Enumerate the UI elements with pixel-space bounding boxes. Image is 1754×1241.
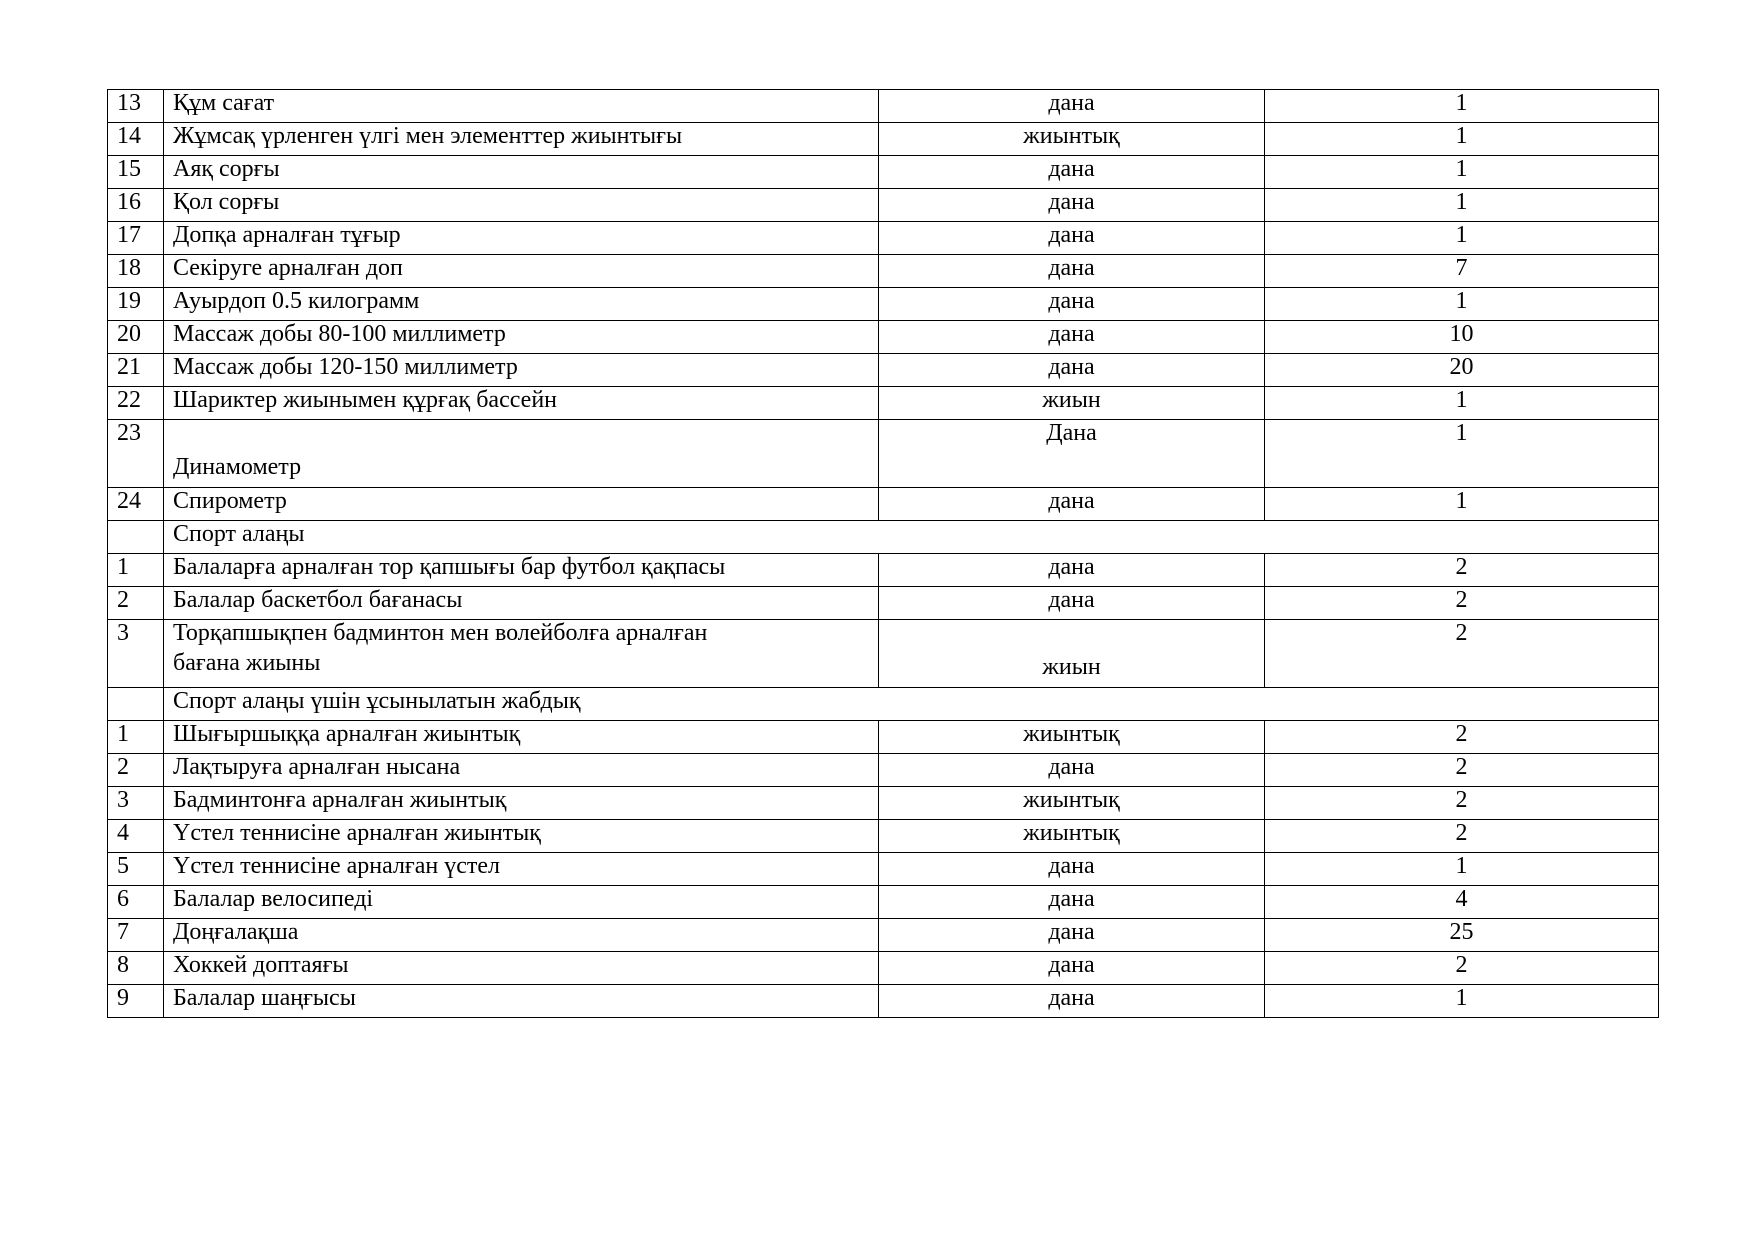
item-name: Хоккей доптаяғы xyxy=(164,952,879,985)
row-number: 2 xyxy=(108,587,164,620)
item-quantity: 2 xyxy=(1265,820,1659,853)
table-row xyxy=(108,488,1659,521)
row-number: 17 xyxy=(108,222,164,255)
table-row xyxy=(108,354,1659,387)
item-name: Жұмсақ үрленген үлгі мен элементтер жиынтығы xyxy=(164,123,879,156)
table-row xyxy=(108,853,1659,886)
item-unit: дана xyxy=(879,952,1265,985)
table-row xyxy=(108,255,1659,288)
item-quantity: 2 xyxy=(1265,721,1659,754)
row-number: 1 xyxy=(108,721,164,754)
row-number: 20 xyxy=(108,321,164,354)
row-number: 7 xyxy=(108,919,164,952)
item-quantity: 1 xyxy=(1265,488,1659,521)
item-name-line-2: бағана жиыны xyxy=(173,650,321,676)
item-name: Лақтыруға арналған нысана xyxy=(164,754,879,787)
item-unit: дана xyxy=(879,985,1265,1018)
item-unit-cell xyxy=(879,620,1265,688)
table-row xyxy=(108,554,1659,587)
item-quantity: 4 xyxy=(1265,886,1659,919)
item-name: Массаж добы 120-150 миллиметр xyxy=(164,354,879,387)
row-number: 18 xyxy=(108,255,164,288)
item-unit: дана xyxy=(879,587,1265,620)
item-unit: дана xyxy=(879,222,1265,255)
item-unit: дана xyxy=(879,554,1265,587)
item-name: Бадминтонға арналған жиынтық xyxy=(164,787,879,820)
item-unit: дана xyxy=(879,321,1265,354)
item-name: Ауырдоп 0.5 килограмм xyxy=(164,288,879,321)
item-unit: жиын xyxy=(1042,654,1101,680)
item-unit: дана xyxy=(879,288,1265,321)
table-row xyxy=(108,985,1659,1018)
item-unit: дана xyxy=(879,853,1265,886)
item-unit: дана xyxy=(879,488,1265,521)
item-name: Секіруге арналған доп xyxy=(164,255,879,288)
item-name: Шариктер жиынымен құрғақ бассейн xyxy=(164,387,879,420)
item-name: Аяқ сорғы xyxy=(164,156,879,189)
row-number: 9 xyxy=(108,985,164,1018)
row-number: 3 xyxy=(108,787,164,820)
row-number: 14 xyxy=(108,123,164,156)
item-quantity: 1 xyxy=(1265,90,1659,123)
item-name-cell xyxy=(164,420,879,488)
table-row xyxy=(108,189,1659,222)
item-name: Үстел теннисіне арналған үстел xyxy=(164,853,879,886)
row-number: 24 xyxy=(108,488,164,521)
row-number: 15 xyxy=(108,156,164,189)
item-name: Допқа арналған тұғыр xyxy=(164,222,879,255)
table-row xyxy=(108,387,1659,420)
item-unit: жиынтық xyxy=(879,123,1265,156)
table-row xyxy=(108,620,1659,688)
item-quantity: 7 xyxy=(1265,255,1659,288)
item-quantity: 2 xyxy=(1265,787,1659,820)
item-unit: жиынтық xyxy=(879,820,1265,853)
row-number: 21 xyxy=(108,354,164,387)
item-name: Құм сағат xyxy=(164,90,879,123)
row-number: 19 xyxy=(108,288,164,321)
table-row xyxy=(108,222,1659,255)
item-unit: Дана xyxy=(879,420,1265,488)
table-row xyxy=(108,321,1659,354)
row-number: 4 xyxy=(108,820,164,853)
item-quantity: 1 xyxy=(1265,420,1659,488)
item-unit: дана xyxy=(879,354,1265,387)
table-row xyxy=(108,886,1659,919)
section-heading-row xyxy=(108,521,1659,554)
section-number-cell xyxy=(108,688,164,721)
item-name: Балалар баскетбол бағанасы xyxy=(164,587,879,620)
item-quantity: 2 xyxy=(1265,554,1659,587)
table-row xyxy=(108,919,1659,952)
row-number: 23 xyxy=(108,420,164,488)
item-unit: жиын xyxy=(879,387,1265,420)
item-unit: дана xyxy=(879,754,1265,787)
table-body xyxy=(108,90,1659,1018)
section-heading-row xyxy=(108,688,1659,721)
section-number-cell xyxy=(108,521,164,554)
item-quantity: 20 xyxy=(1265,354,1659,387)
item-quantity: 2 xyxy=(1265,620,1659,688)
item-name: Балалар велосипеді xyxy=(164,886,879,919)
item-quantity: 2 xyxy=(1265,587,1659,620)
row-number: 8 xyxy=(108,952,164,985)
item-quantity: 1 xyxy=(1265,853,1659,886)
item-unit: дана xyxy=(879,886,1265,919)
section-title: Спорт алаңы үшін ұсынылатын жабдық xyxy=(164,688,1659,721)
table-row xyxy=(108,952,1659,985)
item-quantity: 1 xyxy=(1265,222,1659,255)
table-row xyxy=(108,721,1659,754)
row-number: 6 xyxy=(108,886,164,919)
item-name: Массаж добы 80-100 миллиметр xyxy=(164,321,879,354)
item-quantity: 1 xyxy=(1265,985,1659,1018)
item-name: Спирометр xyxy=(164,488,879,521)
table-row xyxy=(108,820,1659,853)
section-title: Спорт алаңы xyxy=(164,521,1659,554)
item-name: Доңғалақша xyxy=(164,919,879,952)
item-unit: жиынтық xyxy=(879,721,1265,754)
equipment-table xyxy=(107,89,1659,1018)
item-unit: дана xyxy=(879,919,1265,952)
item-quantity: 10 xyxy=(1265,321,1659,354)
item-quantity: 1 xyxy=(1265,387,1659,420)
item-quantity: 1 xyxy=(1265,156,1659,189)
table-row xyxy=(108,787,1659,820)
item-unit: жиынтық xyxy=(879,787,1265,820)
row-number: 16 xyxy=(108,189,164,222)
item-unit: дана xyxy=(879,156,1265,189)
row-number: 1 xyxy=(108,554,164,587)
table-row xyxy=(108,420,1659,488)
row-number: 3 xyxy=(108,620,164,688)
item-name: Балаларға арналған тор қапшығы бар футбол қақпасы xyxy=(164,554,879,587)
item-quantity: 1 xyxy=(1265,189,1659,222)
table-row xyxy=(108,90,1659,123)
item-name: Шығыршыққа арналған жиынтық xyxy=(164,721,879,754)
table-row xyxy=(108,754,1659,787)
item-name: Үстел теннисіне арналған жиынтық xyxy=(164,820,879,853)
item-unit: дана xyxy=(879,189,1265,222)
item-unit: дана xyxy=(879,255,1265,288)
item-quantity: 1 xyxy=(1265,123,1659,156)
item-name: Балалар шаңғысы xyxy=(164,985,879,1018)
table-row xyxy=(108,156,1659,189)
item-quantity: 1 xyxy=(1265,288,1659,321)
table-row xyxy=(108,123,1659,156)
item-quantity: 2 xyxy=(1265,952,1659,985)
row-number: 5 xyxy=(108,853,164,886)
item-name-cell xyxy=(164,620,879,688)
table-row xyxy=(108,587,1659,620)
row-number: 22 xyxy=(108,387,164,420)
item-unit: дана xyxy=(879,90,1265,123)
item-name: Қол сорғы xyxy=(164,189,879,222)
row-number: 2 xyxy=(108,754,164,787)
item-quantity: 2 xyxy=(1265,754,1659,787)
table-row xyxy=(108,288,1659,321)
item-quantity: 25 xyxy=(1265,919,1659,952)
item-name-line-1: Торқапшықпен бадминтон мен волейболға арналған xyxy=(173,620,708,646)
row-number: 13 xyxy=(108,90,164,123)
item-name: Динамометр xyxy=(173,454,302,480)
